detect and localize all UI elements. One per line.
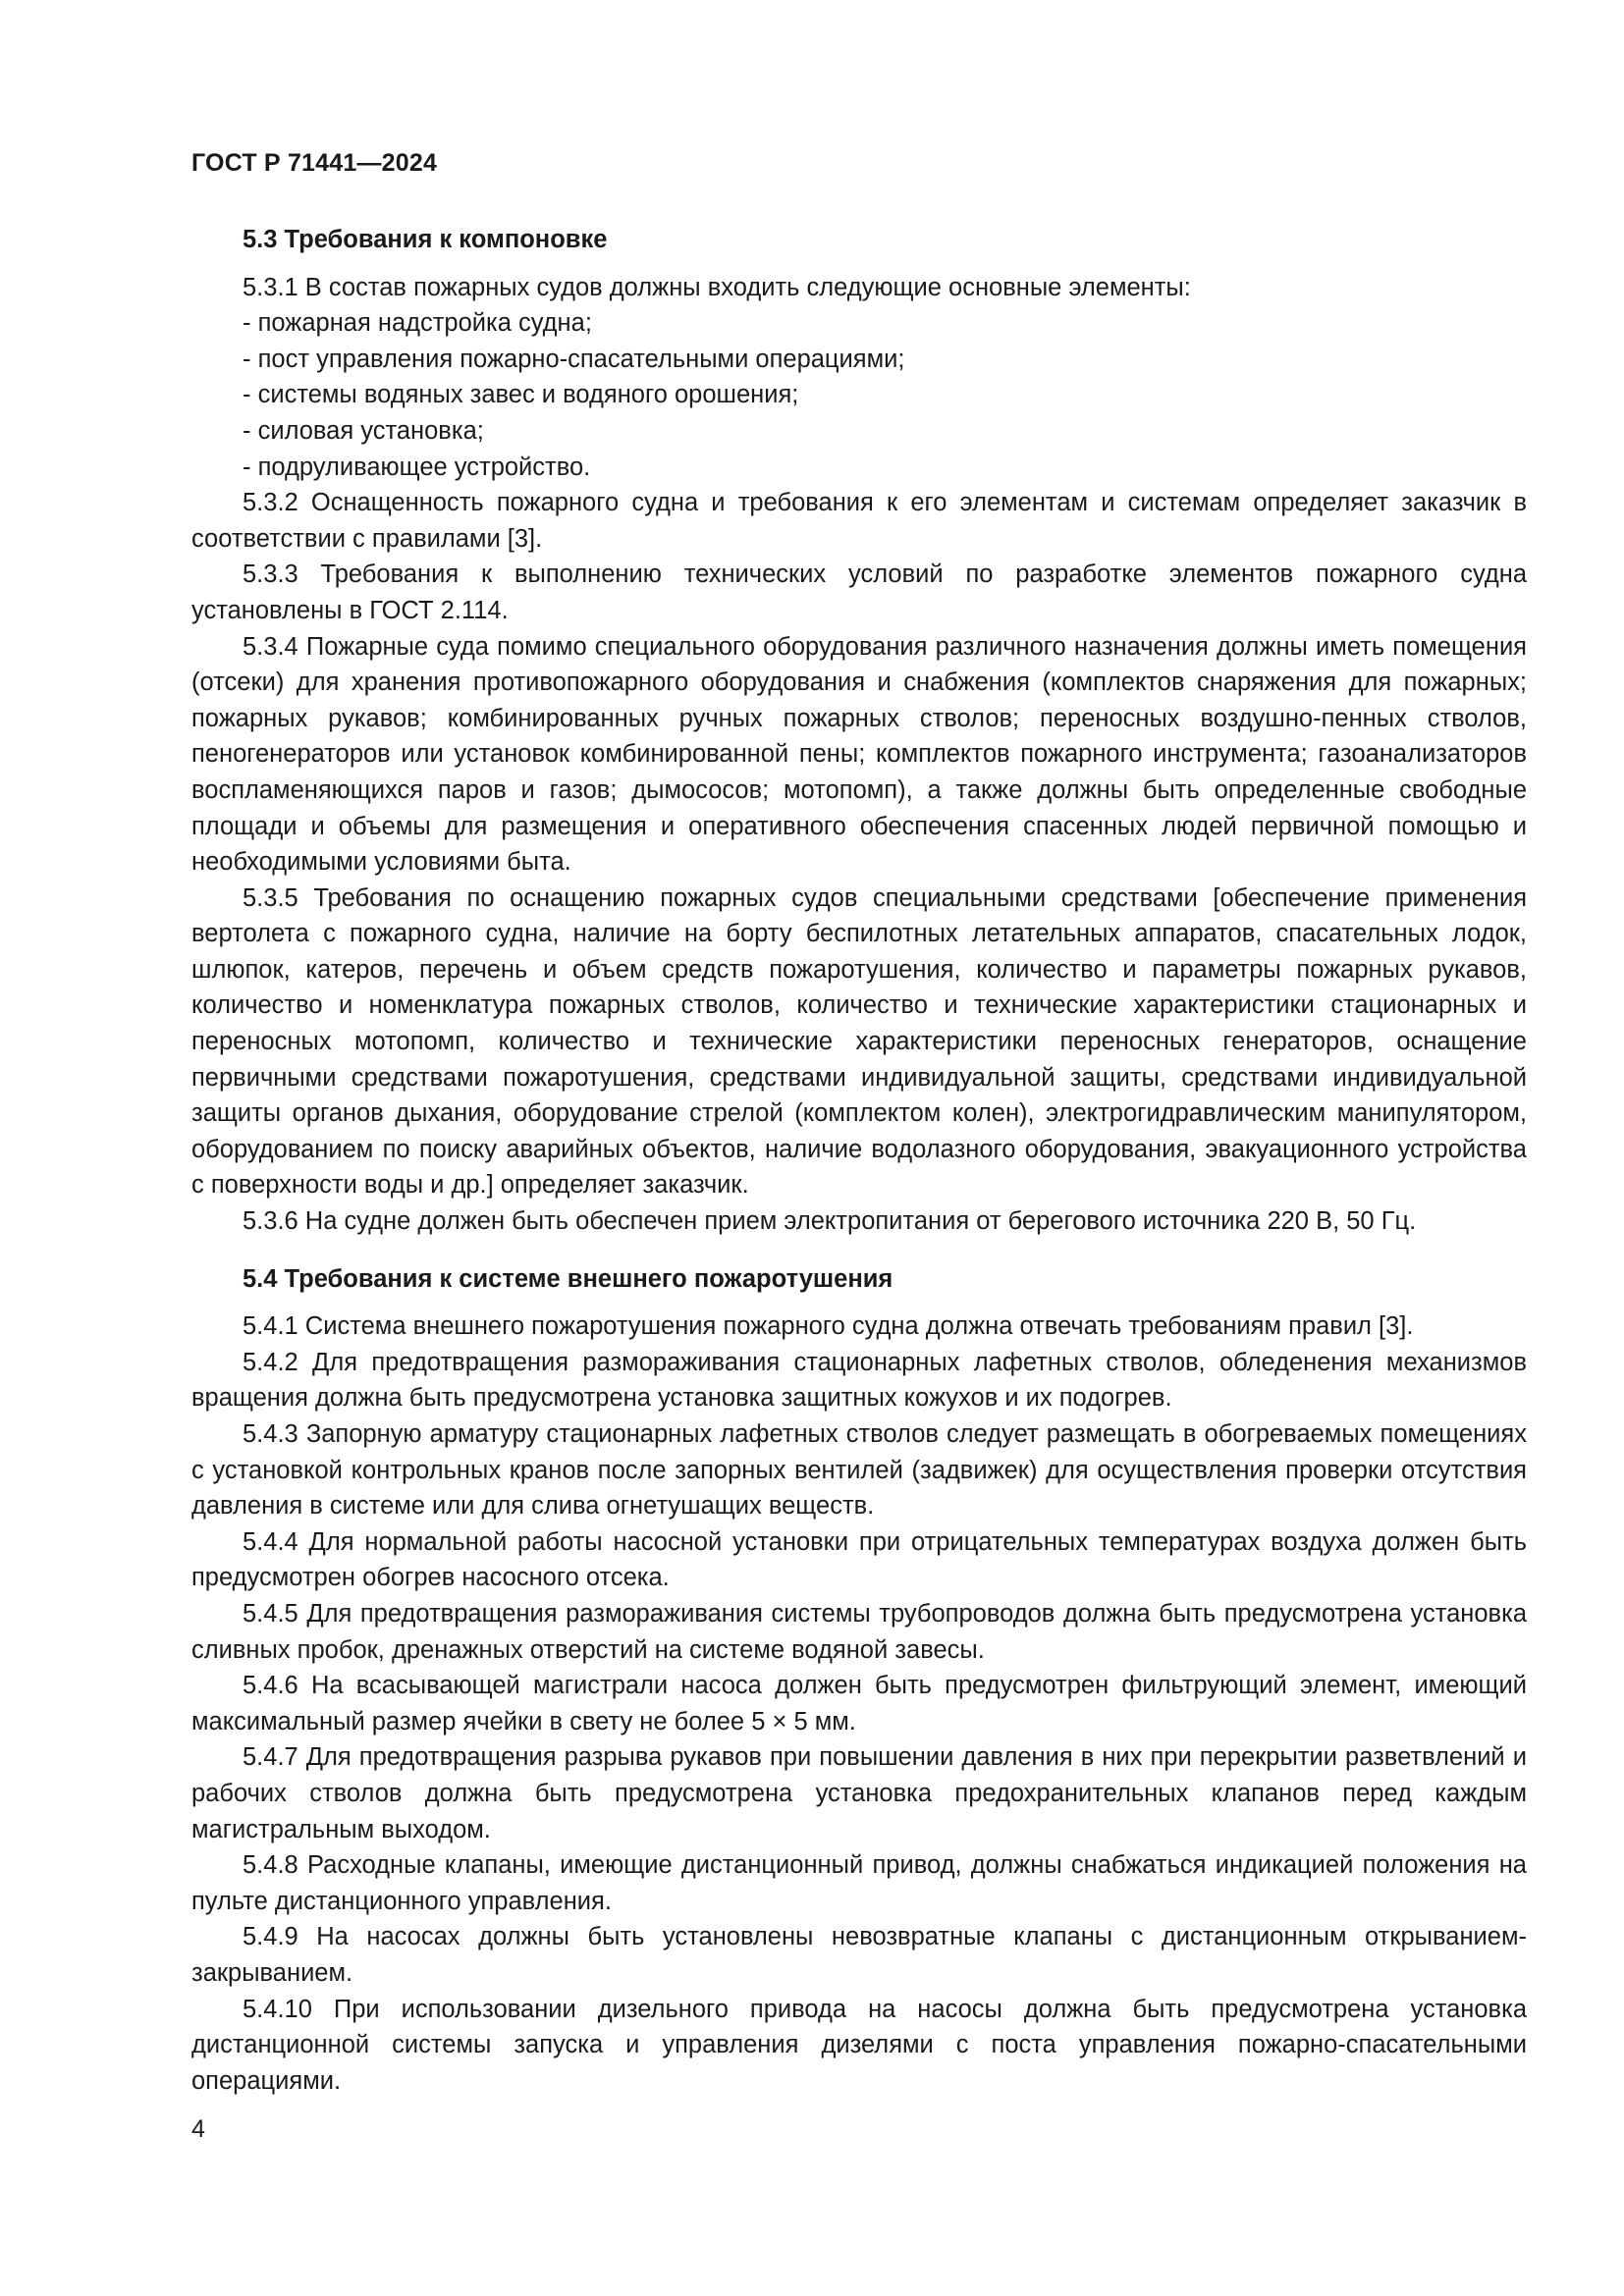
list-item: - пост управления пожарно-спасательными операциями;	[243, 345, 905, 373]
paragraph-5-3-3: 5.3.3 Требования к выполнению технических условий по разработке элементов пожарного судна установлены в ГОСТ 2.114.	[191, 561, 1527, 624]
paragraph-5-3-6: 5.3.6 На судне должен быть обеспечен прием электропитания от берегового источника 220 В, 50 Гц.	[243, 1207, 1417, 1236]
paragraph-5-4-5: 5.4.5 Для предотвращения размораживания системы трубопроводов должна быть предусмотрена установка сливных пробок, дренажных отверстий на системе водяной завесы.	[191, 1599, 1527, 1664]
paragraph-5-4-4: 5.4.4 Для нормальной работы насосной установки при отрицательных температурах воздуха должен быть предусмотрен обогрев насосного отсека.	[191, 1527, 1527, 1592]
paragraph-5-4-6: 5.4.6 На всасывающей магистрали насоса должен быть предусмотрен фильтрующий элемент, имеющий максимальный размер ячейки в свету не более 5 × 5 мм.	[191, 1672, 1527, 1735]
section-heading-5-3: 5.3 Требования к компоновке	[243, 226, 608, 253]
list-item: - системы водяных завес и водяного орошения;	[243, 381, 799, 409]
paragraph-5-4-7: 5.4.7 Для предотвращения разрыва рукавов при повышении давления в них при перекрытии разветвлений и рабочих стволов должна быть предусмотрена установка предохранительных клапанов перед каждым магистральным выходом.	[191, 1743, 1527, 1843]
paragraph-5-3-2: 5.3.2 Оснащенность пожарного судна и требования к его элементам и системам определяет заказчик в соответствии с правилами [3].	[191, 489, 1527, 553]
list-item: - силовая установка;	[243, 416, 484, 445]
list-item: - пожарная надстройка судна;	[243, 309, 592, 338]
section-heading-5-4: 5.4 Требования к системе внешнего пожаротушения	[243, 1264, 893, 1293]
paragraph-5-4-1: 5.4.1 Система внешнего пожаротушения пожарного судна должна отвечать требованиям правил [3].	[243, 1312, 1414, 1341]
paragraph-5-3-4: 5.3.4 Пожарные суда помимо специального оборудования различного назначения должны иметь помещения (отсеки) для хранения противопожарного оборудования и снабжения (комплектов снаряжения для пожарных; пожарных рукавов; комбинированных ручных пожарных стволов; переносных воздушно-пенных стволов, пеногенераторов или установок комбинированной пены; комплектов пожарного инструмента; газоанализаторов воспламеняющихся паров и газов; дымососов; мотопомп), а также должны быть определенные свободные площади и объемы для размещения и оперативного обеспечения спасенных людей первичной помощью и необходимыми условиями быта.	[191, 632, 1527, 877]
paragraph-5-3-5: 5.3.5 Требования по оснащению пожарных судов специальными средствами [обеспечение применения вертолета с пожарного судна, наличие на борту беспилотных летательных аппаратов, спасательных лодок, шлюпок, катеров, перечень и объем средств пожаротушения, количество и параметры пожарных рукавов, количество и номенклатура пожарных стволов, количество и технические характеристики стационарных и переносных мотопомп, количество и технические характеристики переносных генераторов, оснащение первичными средствами пожаротушения, средствами индивидуальной защиты, средствами индивидуальной защиты органов дыхания, оборудование стрелой (комплектом колен), электрогидравлическим манипулятором, оборудованием по поиску аварийных объектов, наличие водолазного оборудования, эвакуационного устройства с поверхности воды и др.] определяет заказчик.	[191, 883, 1527, 1200]
document-body	[191, 222, 1527, 2099]
paragraph-5-4-10: 5.4.10 При использовании дизельного привода на насосы должна быть предусмотрена установка дистанционной системы запуска и управления дизелями с поста управления пожарно-спасательными операциями.	[191, 1995, 1527, 2095]
document-code-header: ГОСТ Р 71441—2024	[191, 149, 438, 177]
paragraph-5-4-2: 5.4.2 Для предотвращения размораживания стационарных лафетных стволов, обледенения механизмов вращения должна быть предусмотрена установка защитных кожухов и их подогрев.	[191, 1348, 1527, 1413]
paragraph-5-4-9: 5.4.9 На насосах должны быть установлены невозвратные клапаны с дистанционным открыванием-закрыванием.	[191, 1923, 1527, 1987]
page-number: 4	[191, 2115, 205, 2143]
paragraph-5-4-3: 5.4.3 Запорную арматуру стационарных лафетных стволов следует размещать в обогреваемых помещениях с установкой контрольных кранов после запорных вентилей (задвижек) для осуществления проверки отсутствия давления в системе или для слива огнетушащих веществ.	[191, 1420, 1527, 1521]
paragraph-5-3-1: 5.3.1 В состав пожарных судов должны входить следующие основные элементы:	[243, 273, 1191, 301]
paragraph-5-4-8: 5.4.8 Расходные клапаны, имеющие дистанционный привод, должны снабжаться индикацией положения на пульте дистанционного управления.	[191, 1851, 1527, 1915]
list-item: - подруливающее устройство.	[243, 453, 591, 481]
